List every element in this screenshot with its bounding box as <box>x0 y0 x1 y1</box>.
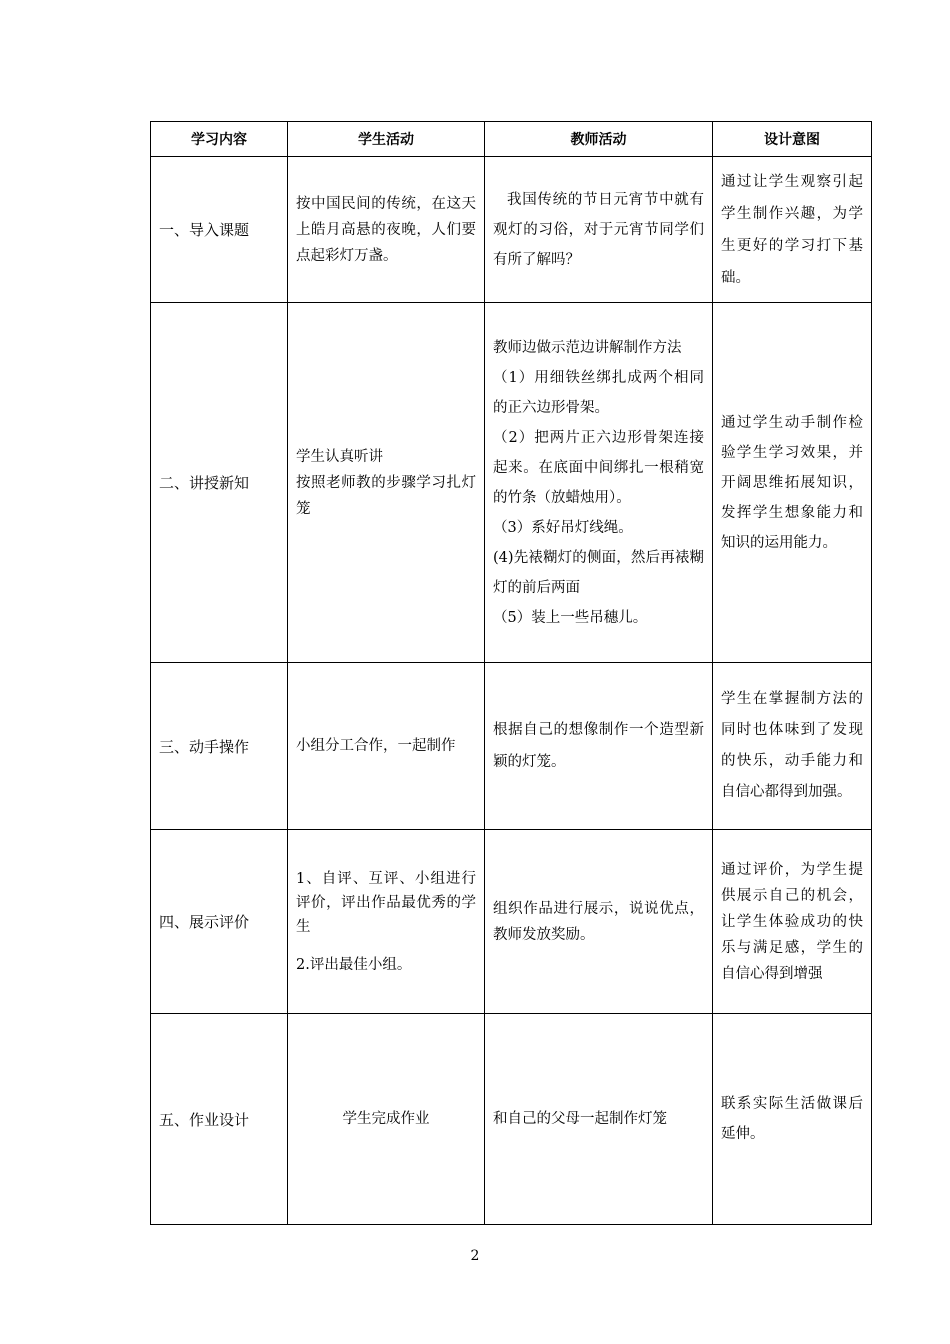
row2-teacher-step-3: （3）系好吊灯线绳。 <box>493 519 633 536</box>
row4-student-line-1: 1、自评、互评、小组进行评价，评出作品最优秀的学生 <box>296 870 476 935</box>
row5-teacher <box>485 1014 713 1225</box>
row2-teacher <box>485 303 713 663</box>
row1-student <box>288 157 485 303</box>
row2-student-line-1: 学生认真听讲 <box>296 448 383 465</box>
row2-content: 二、讲授新知 <box>151 303 288 663</box>
table-row <box>151 1014 872 1225</box>
row4-student <box>288 830 485 1014</box>
row4-student-line-2: 2.评出最佳小组。 <box>296 956 412 973</box>
row3-intent-text: 学生在掌握制方法的同时也体味到了发现的快乐，动手能力和自信心都得到加强。 <box>721 691 863 800</box>
header-intent: 设计意图 <box>713 122 872 157</box>
header-student: 学生活动 <box>288 122 485 157</box>
table-row <box>151 303 872 663</box>
row5-teacher-text: 和自己的父母一起制作灯笼 <box>493 1111 667 1127</box>
header-content: 学习内容 <box>151 122 288 157</box>
row2-student-line-2: 按照老师教的步骤学习扎灯笼 <box>296 474 476 517</box>
row5-student-text: 学生完成作业 <box>342 1111 430 1127</box>
row4-intent-text: 通过评价，为学生提供展示自己的机会，让学生体验成功的快乐与满足感，学生的自信心得到增强 <box>721 861 863 982</box>
row1-teacher-text: 我国传统的节日元宵节中就有观灯的习俗，对于元宵节同学们有所了解吗？ <box>493 191 704 268</box>
row2-teacher-step-2: （2）把两片正六边形骨架连接起来。在底面中间绑扎一根稍宽的竹条（放蜡烛用）。 <box>493 429 704 506</box>
row5-content: 五、作业设计 <box>151 1014 288 1225</box>
row1-student-text: 按中国民间的传统，在这天上皓月高悬的夜晚，人们要点起彩灯万盏。 <box>296 195 476 264</box>
row3-teacher-text: 根据自己的想像制作一个造型新颖的灯笼。 <box>493 722 704 770</box>
row3-intent <box>713 663 872 830</box>
row2-student <box>288 303 485 663</box>
row4-teacher-text: 组织作品进行展示，说说优点，教师发放奖励。 <box>493 900 704 943</box>
header-teacher: 教师活动 <box>485 122 713 157</box>
row3-teacher <box>485 663 713 830</box>
row1-intent <box>713 157 872 303</box>
row5-intent-text: 联系实际生活做课后延伸。 <box>721 1096 863 1142</box>
row3-student-text: 小组分工合作，一起制作 <box>296 738 456 754</box>
lesson-plan-table <box>150 121 872 1225</box>
row2-teacher-step-4: (4)先裱糊灯的侧面，然后再裱糊灯的前后两面 <box>493 549 704 596</box>
row1-content: 一、导入课题 <box>151 157 288 303</box>
row4-teacher <box>485 830 713 1014</box>
row3-content: 三、动手操作 <box>151 663 288 830</box>
row2-intent-text: 通过学生动手制作检验学生学习效果，并开阔思维拓展知识，发挥学生想象能力和知识的运用能力。 <box>721 414 863 551</box>
page-number: 2 <box>470 1248 480 1264</box>
row2-teacher-step-5: （5）装上一些吊穗儿。 <box>493 609 648 626</box>
row4-content: 四、展示评价 <box>151 830 288 1014</box>
row4-intent <box>713 830 872 1014</box>
row2-intent <box>713 303 872 663</box>
table-row <box>151 663 872 830</box>
row3-student <box>288 663 485 830</box>
row1-intent-text: 通过让学生观察引起学生制作兴趣，为学生更好的学习打下基础。 <box>721 173 863 286</box>
row5-intent <box>713 1014 872 1225</box>
table-header-row <box>151 122 872 157</box>
row2-teacher-step-1: （1）用细铁丝绑扎成两个相同的正六边形骨架。 <box>493 369 704 416</box>
row2-teacher-line-1: 教师边做示范边讲解制作方法 <box>493 339 682 356</box>
table-row <box>151 830 872 1014</box>
row5-student <box>288 1014 485 1225</box>
row1-teacher <box>485 157 713 303</box>
table-row <box>151 157 872 303</box>
